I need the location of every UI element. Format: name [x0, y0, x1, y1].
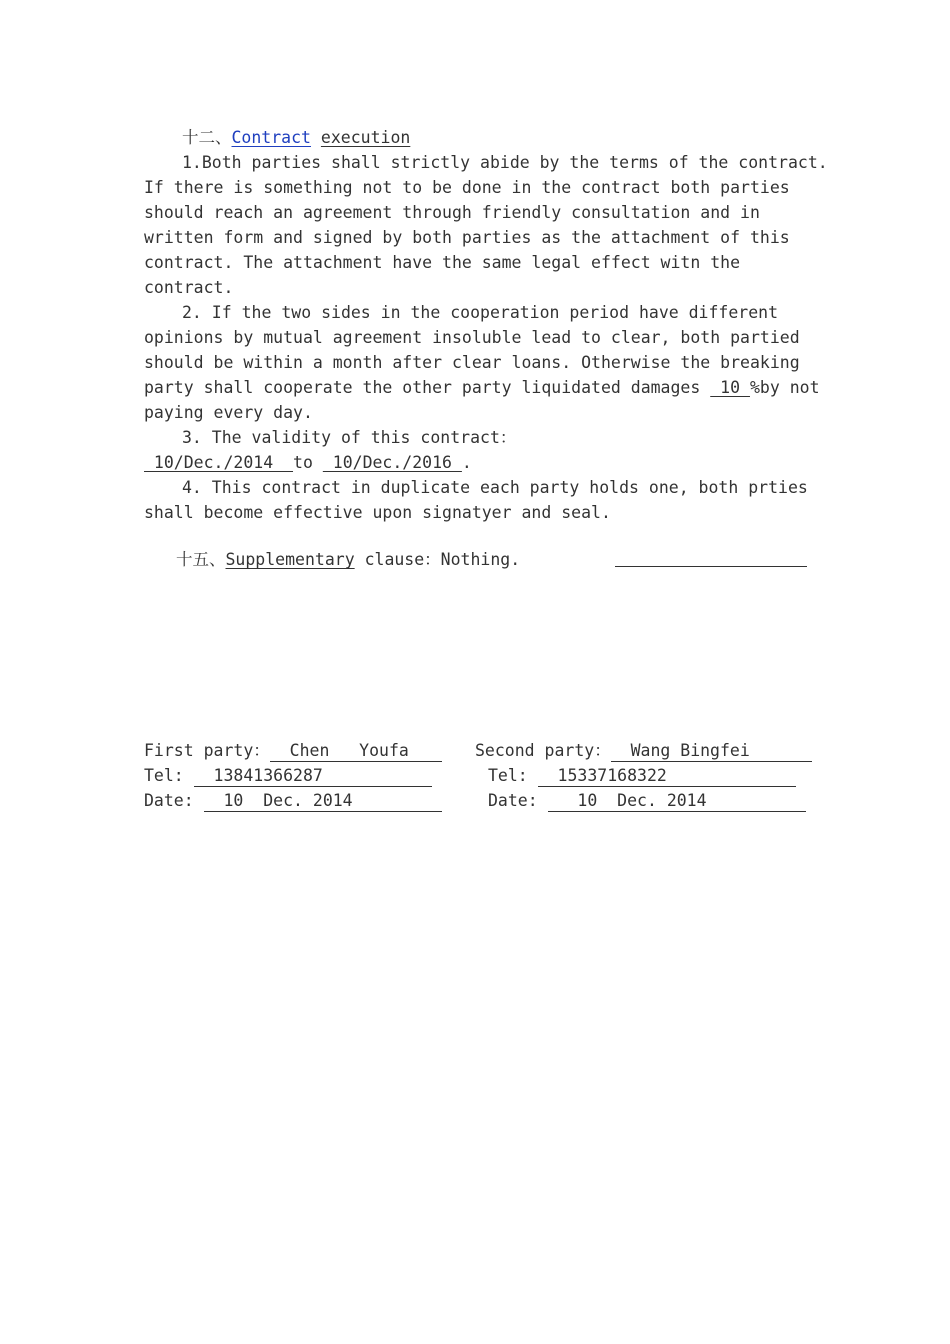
clause-2-line-4 [144, 375, 820, 400]
validity-to-word: to [293, 453, 313, 472]
second-party-tel-row [488, 763, 796, 788]
clause-2-line-2: opinions by mutual agreement insoluble lead to clear, both partied [144, 328, 800, 347]
first-party-tel-row [144, 763, 443, 788]
first-party-tel: 13841366287 [193, 766, 443, 785]
section-15-heading [176, 547, 520, 572]
first-party-date-label: Date: [144, 791, 204, 810]
damages-percent-value: 10 [710, 378, 750, 397]
supplementary-blank-line [615, 566, 807, 567]
clause-2-line-1: 2. If the two sides in the cooperation period have different [182, 303, 779, 322]
first-party-date-row [144, 788, 452, 813]
clause-3-line-1: 3. The validity of this contract： [182, 428, 517, 447]
first-party-tel-label: Tel: [144, 766, 194, 785]
section-15-text: clause：Nothing. [354, 550, 521, 569]
second-party-label: Second party： [475, 741, 611, 760]
clause-2-damages-suffix: %by not [749, 378, 820, 397]
second-party-tel-label: Tel: [488, 766, 538, 785]
validity-start-date: 10/Dec./2014 [144, 453, 294, 472]
section-12-title-word-2: execution [320, 128, 411, 147]
second-party-date-label: Date: [488, 791, 548, 810]
clause-4-line-1: 4. This contract in duplicate each party holds one, both prties [182, 478, 808, 497]
clause-1-line-3: should reach an agreement through friendly consultation and in [144, 203, 760, 222]
second-party-date-row [488, 788, 806, 813]
clause-1-line-5: contract. The attachment have the same legal effect witn the [144, 253, 741, 272]
second-party-tel: 15337168322 [537, 766, 796, 785]
clause-2-damages-text: party shall cooperate the other party liquidated damages [144, 378, 711, 397]
validity-end-date: 10/Dec./2016 [322, 453, 462, 472]
section-15-number: 十五、 [176, 550, 226, 569]
second-party-date: 10 Dec. 2014 [547, 791, 806, 810]
clause-2-line-3: should be within a month after clear loans. Otherwise the breaking [144, 353, 800, 372]
second-party-name: Wang Bingfei [610, 741, 820, 760]
clause-1-line-1: 1.Both parties shall strictly abide by the terms of the contract. [182, 153, 828, 172]
second-party-row [475, 738, 820, 763]
clause-4-line-2: shall become effective upon signatyer and seal. [144, 503, 611, 522]
first-party-label: First party： [144, 741, 270, 760]
first-party-row [144, 738, 449, 763]
section-12-title-word-1: Contract [231, 128, 311, 147]
validity-period-end: . [461, 453, 472, 472]
clause-1-line-6: contract. [144, 278, 234, 297]
first-party-name: Chen Youfa [269, 741, 449, 760]
validity-period [144, 450, 472, 475]
first-party-date: 10 Dec. 2014 [203, 791, 452, 810]
section-15-title: Supplementary [225, 550, 355, 569]
clause-2-line-5: paying every day. [144, 403, 313, 422]
section-12-number: 十二、 [182, 128, 232, 147]
section-12-heading [182, 125, 410, 150]
clause-1-line-4: written form and signed by both parties as the attachment of this [144, 228, 790, 247]
clause-1-line-2: If there is something not to be done in the contract both parties [144, 178, 790, 197]
